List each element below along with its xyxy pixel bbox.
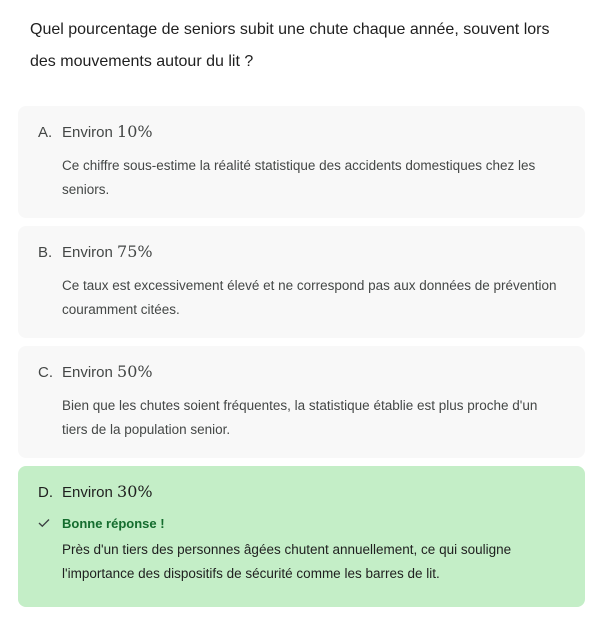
verdict-label: Bonne réponse !	[62, 515, 165, 531]
verdict	[38, 514, 565, 532]
option-c[interactable]	[18, 346, 585, 458]
option-d-correct[interactable]	[18, 466, 585, 607]
option-label: Environ 10%	[62, 122, 153, 141]
option-letter: D.	[38, 484, 53, 501]
option-explanation: Ce chiffre sous-estime la réalité statistique des accidents domestiques chez les seniors.	[62, 158, 536, 197]
option-label: Environ 75%	[62, 242, 153, 261]
check-icon	[38, 518, 62, 528]
option-explanation: Bien que les chutes soient fréquentes, la statistique établie est plus proche d'un tiers de la population senior.	[62, 398, 538, 437]
option-a[interactable]	[18, 106, 585, 218]
option-explanation: Près d'un tiers des personnes âgées chutent annuellement, ce qui souligne l'importance des dispositifs de sécurité comme les barres de lit.	[62, 542, 512, 581]
option-explanation: Ce taux est excessivement élevé et ne correspond pas aux données de prévention couramment citées.	[62, 278, 557, 317]
option-label: Environ 50%	[62, 362, 153, 381]
option-label: Environ 30%	[62, 482, 153, 501]
option-letter: A.	[38, 124, 53, 141]
option-letter: C.	[38, 364, 53, 381]
option-b[interactable]	[18, 226, 585, 338]
option-letter: B.	[38, 244, 53, 261]
question-text: Quel pourcentage de seniors subit une chute chaque année, souvent lors des mouvements autour du lit ?	[30, 21, 550, 70]
